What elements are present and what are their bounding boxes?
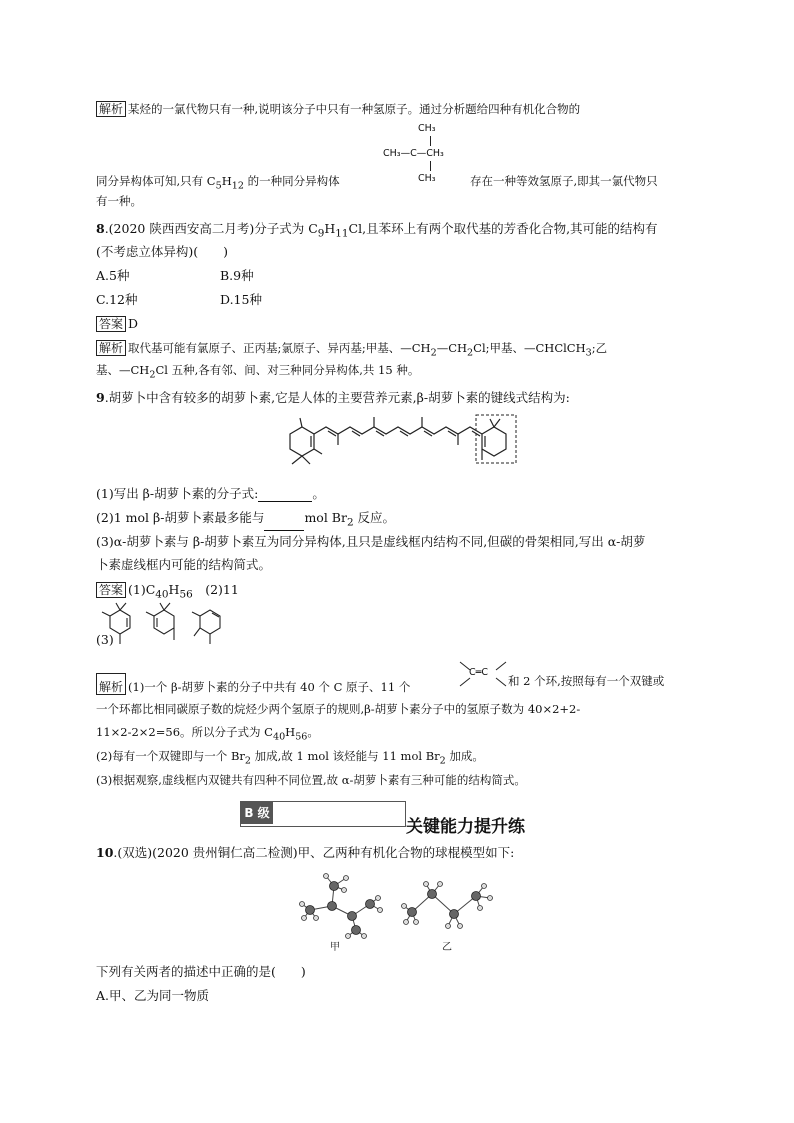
beta-carotene-structure — [270, 412, 530, 472]
q9-analysis-line4: (2)每有一个双键即与一个 $Br_2$ 加成,故 1 mol 该烃能与 11 mol $Br_2$ 加成。 — [96, 749, 484, 767]
ball-stick-model-jia — [296, 870, 386, 940]
alpha-carotene-ring-options — [96, 600, 246, 650]
q7-analysis-line3: 有一种。 — [96, 194, 142, 208]
struct-bond-down — [430, 161, 431, 171]
q8-stem-line2: (不考虑立体异构)( ) — [96, 244, 229, 259]
analysis-tag: 解析 — [96, 673, 126, 695]
q9-answer-line1: 答案 $(1)C_{40}H_{56}$ (2)11 — [96, 582, 239, 603]
struct-bottom-ch3: CH₃ — [418, 173, 436, 184]
q9-analysis-line1: 解析 (1)一个 β-胡萝卜素的分子中共有 40 个 C 原子、11 个 — [96, 673, 410, 695]
struct-top-ch3: CH₃ — [418, 123, 436, 134]
analysis-tag: 解析 — [96, 340, 126, 356]
ball-stick-model-yi — [400, 878, 500, 938]
q8-stem-line1: 8.(2020 陕西西安高二月考)分子式为 $C_9H_{11}Cl$,且苯环上有两个取代基的芳香化合物,其可能的结构有 — [96, 221, 658, 240]
q8-option-b: B.9种 — [220, 268, 254, 283]
struct-bond-up — [430, 136, 431, 146]
struct-middle-row: CH₃—C—CH₃ — [383, 148, 444, 159]
q8-analysis-line2: 基、$—CH_2Cl$ 五种,各有邻、间、对三种同分异构体,共 15 种。 — [96, 363, 420, 381]
q9-part3-line1: (3)α-胡萝卜素与 β-胡萝卜素互为同分异构体,且只是虚线框内结构不同,但碳的骨架相同,写出 α-胡萝 — [96, 534, 646, 549]
q9-blank-2 — [264, 518, 304, 531]
q10-question: 下列有关两者的描述中正确的是( ) — [96, 964, 306, 979]
label-yi: 乙 — [442, 942, 452, 953]
q8-answer: 答案 D — [96, 316, 138, 332]
answer-tag: 答案 — [96, 582, 126, 598]
q9-answer-part3: (3) — [96, 632, 114, 647]
q9-part3-line2: 卜素虚线框内可能的结构简式。 — [96, 557, 272, 572]
q8-analysis-line1: 解析 取代基可能有氯原子、正丙基;氯原子、异丙基;甲基、$—CH_2—CH_2Cl$;甲基、—CHClCH$_3$;乙 — [96, 340, 607, 361]
q9-analysis-line3: 11×2-2×2=56。所以分子式为 $C_{40}H_{56}$。 — [96, 725, 319, 743]
q9-blank-1 — [258, 489, 312, 502]
q8-option-d: D.15种 — [220, 292, 262, 307]
label-jia: 甲 — [330, 942, 340, 953]
analysis-tag: 解析 — [96, 101, 126, 117]
section-b-badge: B 级 — [241, 802, 273, 824]
q7-analysis-line1: 解析 某烃的一氯代物只有一种,说明该分子中只有一种氢原子。通过分析题给四种有机化合物的 — [96, 101, 580, 117]
q10-option-a: A.甲、乙为同一物质 — [96, 988, 210, 1003]
q9-analysis-line5: (3)根据观察,虚线框内双键共有四种不同位置,故 α-胡萝卜素有三种可能的结构简式。 — [96, 773, 526, 787]
answer-tag: 答案 — [96, 316, 126, 332]
cc-double-bond-group: C═C — [458, 660, 508, 691]
q7-analysis-line2: 同分异构体可知,只有 $C_5H_{12}$ 的一种同分异构体 — [96, 174, 340, 192]
q7-analysis-line2-cont: 存在一种等效氢原子,即其一氯代物只 — [470, 174, 658, 188]
q8-option-c: C.12种 — [96, 292, 138, 307]
q9-part2: (2)1 mol β-胡萝卜素最多能与 mol $Br_2$ 反应。 — [96, 510, 396, 529]
q9-part1: (1)写出 β-胡萝卜素的分子式: 。 — [96, 486, 325, 501]
q9-stem: 9.胡萝卜中含有较多的胡萝卜素,它是人体的主要营养元素,β-胡萝卜素的键线式结构为: — [96, 390, 570, 405]
q9-analysis-line2: 一个环都比相同碳原子数的烷烃少两个氢原子的规则,β-胡萝卜素分子中的氢原子数为 40×2+2- — [96, 702, 581, 716]
q8-option-a: A.5种 — [96, 268, 130, 283]
q10-stem: 10.(双选)(2020 贵州铜仁高二检测)甲、乙两种有机化合物的球棍模型如下: — [96, 845, 515, 860]
q9-analysis-line1-cont: 和 2 个环,按照每有一个双键或 — [508, 674, 665, 688]
section-b-title: 关键能力提升练 — [406, 817, 525, 837]
